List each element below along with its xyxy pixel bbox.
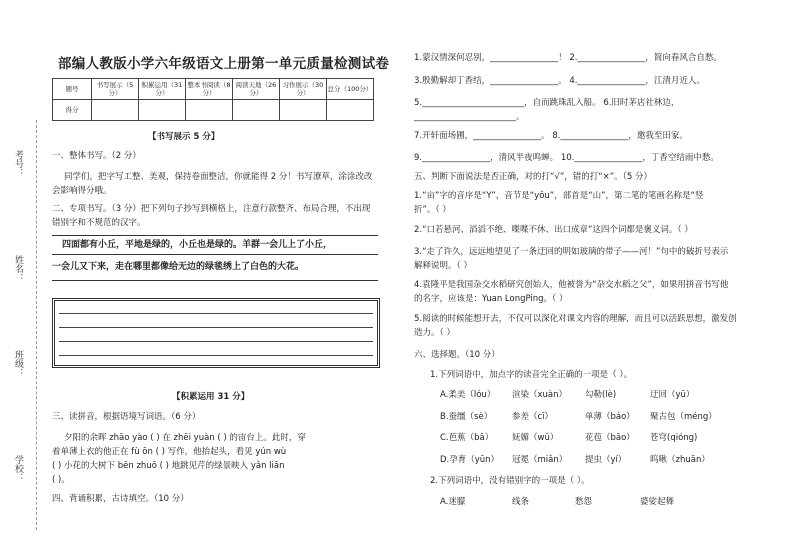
score-col-5: 习作展示（30分） [279, 79, 326, 100]
score-cell[interactable] [138, 100, 185, 121]
score-table-score-row [53, 100, 374, 121]
score-cell[interactable] [279, 100, 326, 121]
poem-fill-6-cont: ________________________。 [414, 112, 525, 122]
poem-fill-1-2: 1.蒙汉情深何忍别，________________！ 2.________________，简向春风合自愁。 [414, 53, 722, 63]
option-d-word-2: 冠冕（miǎn） [512, 455, 568, 465]
poem-fill-7-8: 7.开轩面场圃，________________。 8.________________，邀我至田家。 [414, 131, 688, 141]
copy-sentence-line-2: 一会儿又下来，走在哪里都像给无边的绿毯绣上了白色的大花。 [52, 262, 305, 272]
question-3-line-3: ( ) 小花的大树下 bēn zhuō ( ) 地跳见芹的绿景映入 yǎn liān [52, 461, 285, 471]
class-label: 班级： [13, 350, 23, 377]
option-b-word-3: 单薄（báo） [585, 412, 635, 422]
score-col-3: 整本书阅读（8分） [185, 79, 232, 100]
score-cell[interactable] [185, 100, 232, 121]
poem-fill-3-4: 3.殷勤解却丁香结，________________。 4.________________，江清月近人。 [414, 76, 705, 86]
poem-fill-5-6: 5.________________________，自而跳珠乱入船。 6.旧时茅店社林边， [414, 98, 680, 108]
poem-fill-9-10: 9.________________，清风半夜鸣蝉。 10.________________，丁香空结雨中愁。 [414, 153, 719, 163]
score-col-2: 积累运用（31分） [138, 79, 185, 100]
question-2-body: 错别字和不规范的汉字。 [52, 218, 146, 228]
page-title: 部编人教版小学六年级语文上册第一单元质量检测试卷 [58, 56, 390, 72]
question-6-item-1: 1.下列词语中，加点字的读音完全正确的一项是（ ）。 [430, 370, 633, 380]
question-5-item-1-cont: 折”。（ ） [414, 205, 451, 215]
question-5-item-3-cont: 解释说明。（ ） [414, 261, 472, 271]
option-a-word-3: 勾勒(lè) [585, 390, 617, 400]
score-table-header-label: 题号 [53, 79, 92, 100]
option-c[interactable]: C.芭蕉（bā） [440, 433, 494, 443]
option-c-word-3: 花苞（bāo） [585, 433, 635, 443]
score-col-6: 总分（100分） [326, 79, 373, 100]
score-table-row-label: 得分 [53, 100, 92, 121]
option-b[interactable]: B.蚕缰（sè） [440, 412, 493, 422]
copy-sentence-line-1: 四面都有小丘，平地是绿的，小丘也是绿的。羊群一会儿上了小丘， [62, 240, 333, 250]
question-5-item-1: 1.“亩”字的音序是“Y”，音节是“yǒu”，部首是“山”，第二笔的笔画名称是“竖 [414, 191, 704, 201]
score-cell[interactable] [232, 100, 279, 121]
score-col-4: 阅读天地（26分） [232, 79, 279, 100]
question-5-item-5: 5.阅读的时候能想开去，不仅可以深化对课文内容的理解，而且可以活跃思想，激发创 [414, 314, 737, 324]
poem-box-bottom [52, 280, 378, 281]
option-b-word-4: 聚古包（méng） [650, 412, 717, 422]
name-label: 姓名： [13, 255, 23, 282]
option-c-word-4: 苍穹(qióng) [650, 433, 698, 443]
question-5-item-3: 3.“走了许久，远远地望见了一条迂回的明如玻璃的带子——河！”句中的破折号表示 [414, 247, 729, 257]
poem-box-top [52, 235, 378, 236]
option-d[interactable]: D.孕育（yūn） [440, 455, 500, 465]
score-cell[interactable] [91, 100, 138, 121]
binding-line [36, 120, 37, 530]
question-5-item-2: 2.“口若悬河、滔滔不绝、喋喋不休、出口成章”这四个词都是褒义词。（ ） [414, 225, 693, 235]
question-6-heading: 六、选择题。（10 分） [414, 350, 500, 360]
option-a-word-2: 渲染（xuàn） [512, 390, 568, 400]
option-a-word-4: 迂回（yū） [650, 390, 695, 400]
school-label: 学校： [13, 455, 23, 482]
option-b-word-2: 参差（cī） [512, 412, 554, 422]
option-2a-word-2: 线条 [512, 497, 530, 507]
section-writing-heading: 【书写展示 5 分】 [148, 132, 220, 142]
option-2a[interactable]: A.迷朦 [440, 497, 466, 507]
question-5-item-5-cont: 造力。（ ） [414, 328, 455, 338]
writing-line [59, 327, 373, 328]
writing-line [59, 355, 373, 356]
option-d-word-4: 呜啾（zhuān） [650, 455, 710, 465]
poem-box-mid [52, 254, 378, 255]
section-accumulation-heading: 【积累运用 31 分】 [172, 392, 250, 402]
question-1-body: 同学们，把字写工整、美观，保持卷面整洁，你就能得 2 分！书写潦草，涂涂改改 [64, 172, 373, 182]
question-3-line-1: 夕阳的余晖 zhāo yào ( ) 在 zhēi yuàn ( ) 的宙台上。此时，穿 [64, 433, 306, 443]
question-5-heading: 五、判断下面说法是否正确，对的打“√”，错的打“×”。（5 分） [414, 172, 653, 182]
question-4-heading: 四、背诵积累，古诗填空。（10 分） [52, 494, 189, 504]
option-2a-word-4: 婆娑起舞 [640, 497, 675, 507]
question-2-heading: 二、专项书写。（3 分）把下列句子抄写到横格上，注意行款整齐、布局合理，不出现 [52, 204, 371, 214]
writing-line [59, 313, 373, 314]
option-a[interactable]: A.柔美（lóu） [440, 390, 496, 400]
question-3-line-2: 着单薄上衣的他正在 fù ōn ( ) 写作，他抬起头，看见 yún wù [52, 447, 287, 457]
question-5-item-4: 4.袁隆平是我国杂交水稻研究创始人，他被誉为“杂交水稻之父”，如果用拼音书写他 [414, 280, 729, 290]
score-cell[interactable] [326, 100, 373, 121]
writing-line [59, 341, 373, 342]
exam-number-label: 考号： [13, 150, 23, 177]
question-6-item-2: 2.下列词语中，没有错别字的一项是（ ）。 [430, 476, 590, 486]
score-table-header-row [53, 79, 374, 100]
question-3-line-4: ( )。 [52, 475, 70, 485]
question-3-heading: 三、读拼音，根据语境写词语。（6 分） [52, 412, 201, 422]
question-5-item-4-cont: 的名字，应该是：Yuan LongPing。（ ） [414, 294, 568, 304]
score-col-1: 书写展示（5分） [91, 79, 138, 100]
question-1-heading: 一、整体书写。（2 分） [52, 151, 141, 161]
question-1-body-cont: 会影响得分哦。 [52, 186, 112, 196]
option-c-word-2: 妩媚（wǔ） [512, 433, 559, 443]
score-table [52, 78, 374, 121]
handwriting-box[interactable] [52, 298, 380, 368]
option-d-word-3: 提虫（yí） [585, 455, 627, 465]
option-2a-word-3: 愁怨 [575, 497, 593, 507]
